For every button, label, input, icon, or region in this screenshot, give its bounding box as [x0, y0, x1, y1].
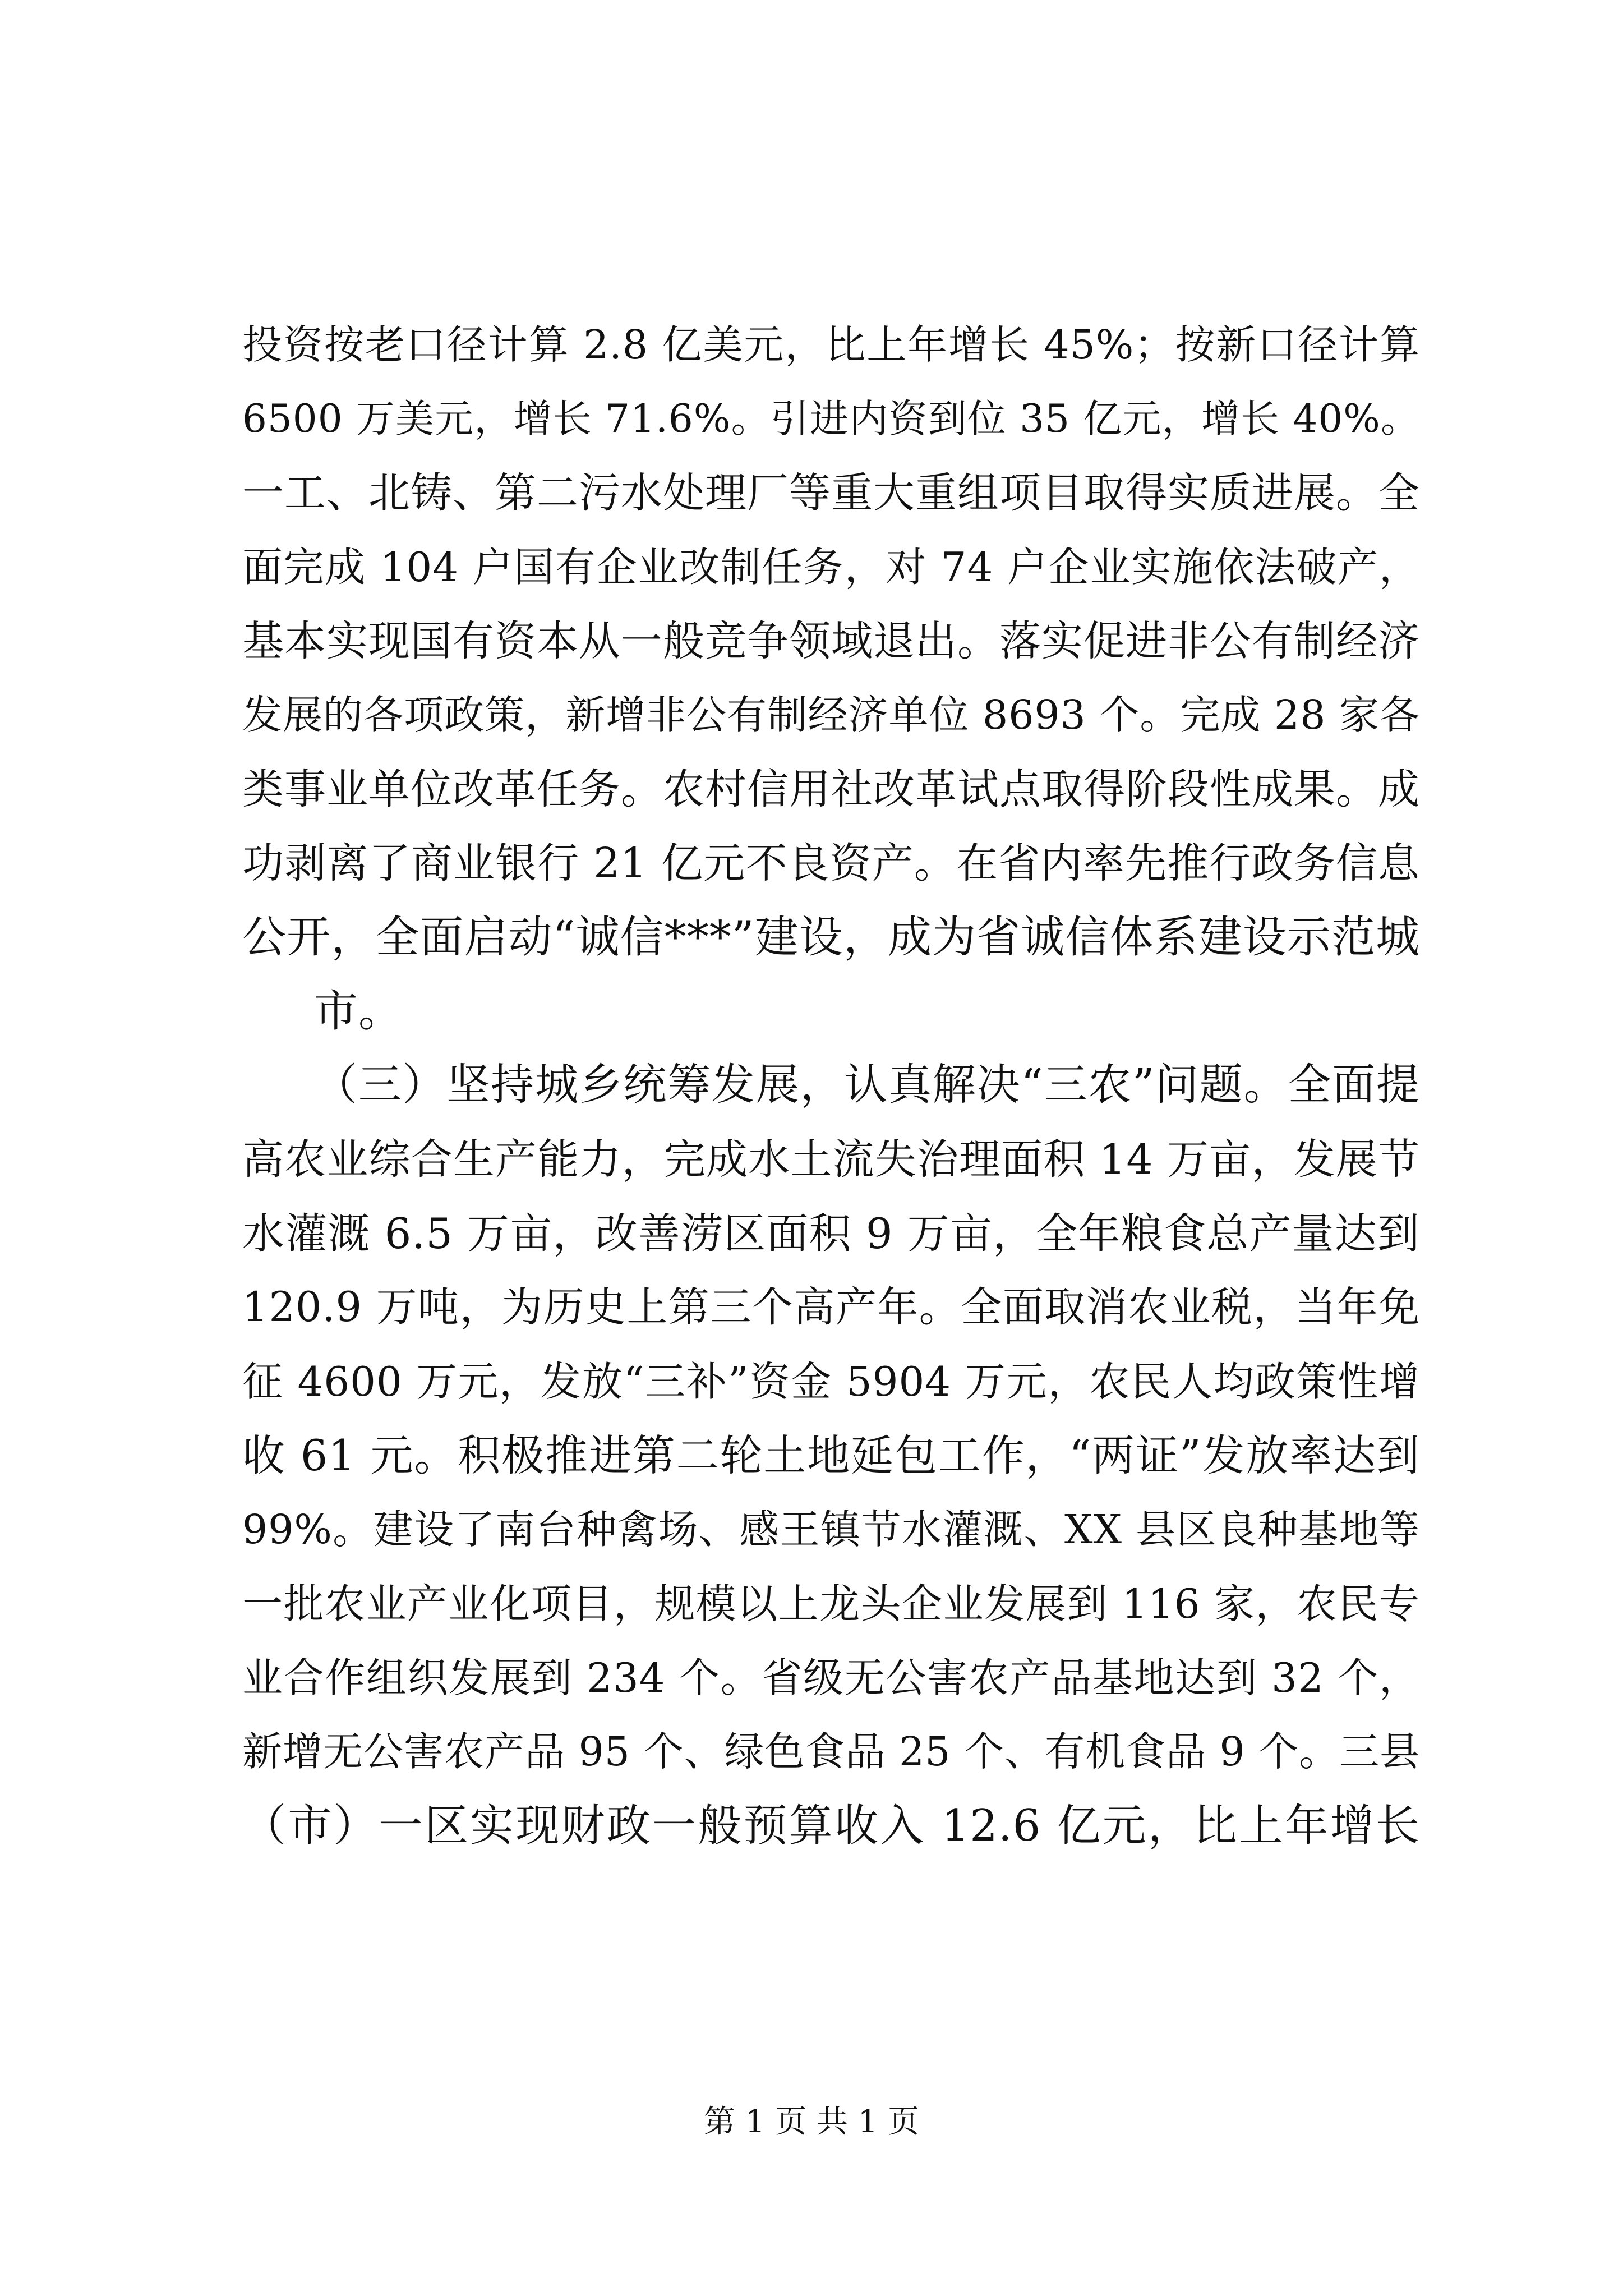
section-heading-line: （三）坚持城乡统筹发展，认真解决“三农”问题。全面提: [314, 1060, 1420, 1110]
text-line-6: 发展的各项政策，新增非公有制经济单位 8693 个。完成 28 家各: [242, 692, 1420, 738]
text-line-19: 业合作组织发展到 234 个。省级无公害农产品基地达到 32 个，: [242, 1654, 1420, 1701]
text-line-15: 征 4600 万元，发放“三补”资金 5904 万元，农民人均政策性增: [242, 1358, 1420, 1405]
text-line-16: 收 61 元。积极推进第二轮土地延包工作，“两证”发放率达到: [242, 1430, 1420, 1480]
text-line-21: （市）一区实现财政一般预算收入 12.6 亿元，比上年增长: [242, 1801, 1420, 1851]
page-footer: 第 1 页 共 1 页: [703, 2104, 920, 2140]
text-line-2: 6500 万美元，增长 71.6%。引进内资到位 35 亿元，增长 40%。: [242, 397, 1420, 441]
text-line-5: 基本实现国有资本从一般竞争领域退出。落实促进非公有制经济: [242, 617, 1420, 665]
text-line-10: 市。: [314, 986, 403, 1037]
text-line-12: 高农业综合生产能力，完成水土流失治理面积 14 万亩，发展节: [242, 1135, 1420, 1184]
text-line-3: 一工、北铸、第二污水处理厂等重大重组项目取得实质进展。全: [242, 469, 1420, 517]
text-line-17: 99%。建设了南台种禽场、感王镇节水灌溉、XX 县区良种基地等: [242, 1506, 1420, 1553]
text-line-1: 投资按老口径计算 2.8 亿美元，比上年增长 45%；按新口径计算: [242, 321, 1420, 368]
text-line-14: 120.9 万吨，为历史上第三个高产年。全面取消农业税，当年免: [242, 1283, 1420, 1331]
text-line-7: 类事业单位改革任务。农村信用社改革试点取得阶段性成果。成: [242, 765, 1420, 813]
text-line-18: 一批农业产业化项目，规模以上龙头企业发展到 116 家，农民专: [242, 1580, 1420, 1627]
text-line-8: 功剥离了商业银行 21 亿元不良资产。在省内率先推行政务信息: [242, 839, 1420, 887]
text-line-9: 公开，全面启动“诚信***”建设，成为省诚信体系建设示范城: [242, 912, 1420, 963]
text-line-4: 面完成 104 户国有企业改制任务，对 74 户企业实施依法破产，: [242, 544, 1420, 591]
text-line-13: 水灌溉 6.5 万亩，改善涝区面积 9 万亩，全年粮食总产量达到: [242, 1209, 1420, 1258]
text-line-20: 新增无公害农产品 95 个、绿色食品 25 个、有机食品 9 个。三县: [242, 1728, 1421, 1775]
